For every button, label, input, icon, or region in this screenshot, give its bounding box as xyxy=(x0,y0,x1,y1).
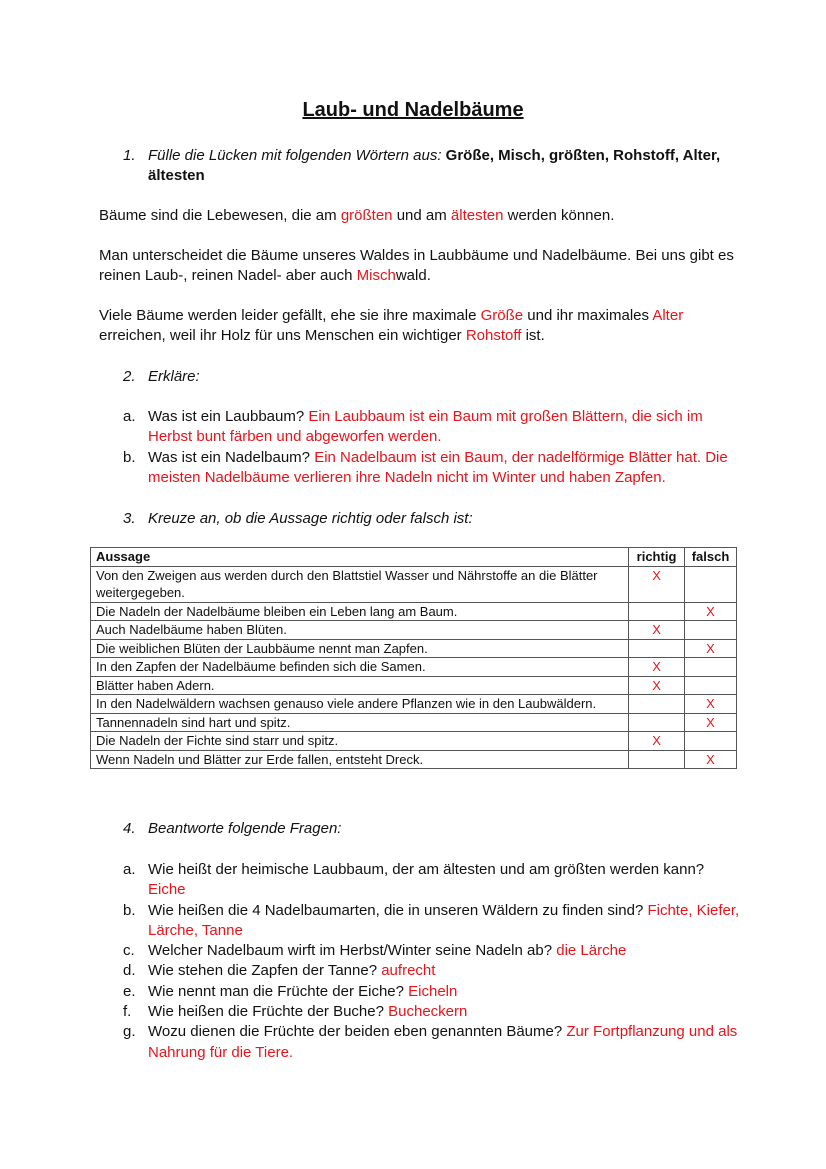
task-text: Erkläre: xyxy=(148,368,200,385)
question-text: Wozu dienen die Früchte der beiden eben genannten Bäume? xyxy=(148,1023,567,1041)
gap-answer: ältesten xyxy=(450,207,504,224)
statement-cell: Blätter haben Adern. xyxy=(91,676,629,695)
list-item xyxy=(123,1022,743,1063)
sentence-text: Man unterscheidet die Bäume unseres Waldes in Laubbäume und Nadelbäume. Bei uns gibt es reinen Laub-, reinen Nadel- aber auch xyxy=(99,247,734,284)
statement-cell: In den Zapfen der Nadelbäume befinden sich die Samen. xyxy=(91,658,629,677)
list-item xyxy=(123,1002,743,1022)
item-label: a. xyxy=(123,408,136,425)
statement-cell: Auch Nadelbäume haben Blüten. xyxy=(91,621,629,640)
question-text: Welcher Nadelbaum wirft im Herbst/Winter seine Nadeln ab? xyxy=(148,942,557,960)
column-header-wrong: falsch xyxy=(685,548,737,567)
table-row xyxy=(91,676,737,695)
task-1-instruction xyxy=(123,146,720,186)
statement-cell: Tannennadeln sind hart und spitz. xyxy=(91,713,629,732)
task-number: 3. xyxy=(123,510,136,527)
list-item xyxy=(123,448,743,489)
right-cell: X xyxy=(629,621,685,640)
gap-sentence-1 xyxy=(99,206,739,226)
sentence-text: werden können. xyxy=(503,207,615,224)
task-number: 4. xyxy=(123,820,136,837)
table-row xyxy=(91,732,737,751)
sentence-text: Viele Bäume werden leider gefällt, ehe sie ihre maximale xyxy=(99,307,481,324)
right-cell xyxy=(629,713,685,732)
answer-text: Eiche xyxy=(148,881,186,899)
sentence-text: ist. xyxy=(521,327,545,344)
wrong-cell xyxy=(685,676,737,695)
right-cell xyxy=(629,602,685,621)
list-item xyxy=(123,941,743,961)
question-text: Wie stehen die Zapfen der Tanne? xyxy=(148,962,382,980)
statement-cell: Wenn Nadeln und Blätter zur Erde fallen, entsteht Dreck. xyxy=(91,750,629,769)
item-label: g. xyxy=(123,1023,136,1041)
task-number: 2. xyxy=(123,368,136,385)
item-label: f. xyxy=(123,1003,132,1021)
right-cell xyxy=(629,750,685,769)
question-text: Wie heißen die Früchte der Buche? xyxy=(148,1003,389,1021)
table-row xyxy=(91,639,737,658)
answer-text: Fichte, Kiefer, Lärche, Tanne xyxy=(148,901,740,939)
right-cell: X xyxy=(629,658,685,677)
wrong-cell xyxy=(685,566,737,602)
answer-text: Ein Laubbaum ist ein Baum mit großen Blättern, die sich im Herbst bunt färben und abgeworfen werden. xyxy=(148,408,703,446)
right-cell xyxy=(629,695,685,714)
task-text: Kreuze an, ob die Aussage richtig oder falsch ist: xyxy=(148,510,473,527)
answer-text: aufrecht xyxy=(381,962,436,980)
wrong-cell xyxy=(685,621,737,640)
gap-answer: Alter xyxy=(652,307,684,324)
statement-cell: In den Nadelwäldern wachsen genauso viele andere Pflanzen wie in den Laubwäldern. xyxy=(91,695,629,714)
column-header-statement: Aussage xyxy=(91,548,629,567)
right-cell: X xyxy=(629,732,685,751)
item-label: b. xyxy=(123,448,136,466)
wrong-cell xyxy=(685,732,737,751)
wrong-cell: X xyxy=(685,750,737,769)
wrong-cell: X xyxy=(685,602,737,621)
task-text: Fülle die Lücken mit folgenden Wörtern aus: xyxy=(148,147,442,164)
table-row xyxy=(91,695,737,714)
answer-text: Bucheckern xyxy=(388,1003,468,1021)
answer-text: Eicheln xyxy=(408,982,458,1000)
question-text: Wie heißen die 4 Nadelbaumarten, die in unseren Wäldern zu finden sind? xyxy=(148,901,648,919)
answer-text: Ein Nadelbaum ist ein Baum, der nadelförmige Blätter hat. Die meisten Nadelbäume verlieren ihre Nadeln nicht im Winter und haben Zapfen. xyxy=(148,448,728,486)
answer-text: Zur Fortpflanzung und als Nahrung für die Tiere. xyxy=(148,1023,738,1061)
statement-cell: Die Nadeln der Nadelbäume bleiben ein Leben lang am Baum. xyxy=(91,602,629,621)
gap-answer: größten xyxy=(340,207,393,224)
column-header-right: richtig xyxy=(629,548,685,567)
gap-sentence-3 xyxy=(99,306,739,346)
table-header-row xyxy=(91,548,737,567)
sentence-text: und ihr maximales xyxy=(523,307,653,324)
question-text: Wie nennt man die Früchte der Eiche? xyxy=(148,982,409,1000)
task-text: Beantworte folgende Fragen: xyxy=(148,820,342,837)
word-bank-continued: ältesten xyxy=(148,167,205,184)
question-text: Was ist ein Laubbaum? xyxy=(148,408,309,425)
item-label: c. xyxy=(123,942,135,960)
item-label: b. xyxy=(123,901,136,919)
question-text: Was ist ein Nadelbaum? xyxy=(148,448,315,466)
sentence-text: und am xyxy=(392,207,451,224)
gap-answer: Misch xyxy=(356,267,396,284)
list-item xyxy=(123,961,743,981)
gap-answer: Rohstoff xyxy=(465,327,522,344)
right-cell: X xyxy=(629,566,685,602)
explain-list xyxy=(123,407,743,488)
table-row xyxy=(91,713,737,732)
sentence-text: wald. xyxy=(395,267,431,284)
table-row xyxy=(91,750,737,769)
item-label: d. xyxy=(123,962,136,980)
task-number: 1. xyxy=(123,147,136,164)
right-cell: X xyxy=(629,676,685,695)
gap-sentence-2 xyxy=(99,246,739,286)
list-item xyxy=(123,901,743,942)
true-false-table xyxy=(90,547,737,769)
table-row xyxy=(91,602,737,621)
wrong-cell: X xyxy=(685,713,737,732)
task-4-instruction xyxy=(123,819,341,839)
task-3-instruction xyxy=(123,509,473,529)
table-row xyxy=(91,621,737,640)
list-item xyxy=(123,860,743,901)
sentence-text: Bäume sind die Lebewesen, die am xyxy=(99,207,341,224)
statement-cell: Die weiblichen Blüten der Laubbäume nennt man Zapfen. xyxy=(91,639,629,658)
list-item xyxy=(123,407,743,448)
right-cell xyxy=(629,639,685,658)
gap-answer: Größe xyxy=(480,307,524,324)
question-text: Wie heißt der heimische Laubbaum, der am ältesten und am größten werden kann? xyxy=(148,861,705,878)
table-row xyxy=(91,566,737,602)
task-2-instruction xyxy=(123,367,200,387)
list-item xyxy=(123,982,743,1002)
statement-cell: Von den Zweigen aus werden durch den Blattstiel Wasser und Nährstoffe an die Blätter weitergegeben. xyxy=(91,566,629,602)
wrong-cell: X xyxy=(685,639,737,658)
item-label: e. xyxy=(123,982,136,1000)
answer-text: die Lärche xyxy=(556,942,627,960)
item-label: a. xyxy=(123,861,136,878)
questions-list xyxy=(123,860,743,1063)
wrong-cell xyxy=(685,658,737,677)
table-row xyxy=(91,658,737,677)
page-title: Laub- und Nadelbäume xyxy=(302,99,524,121)
sentence-text: erreichen, weil ihr Holz für uns Menschen ein wichtiger xyxy=(99,327,466,344)
word-bank: Größe, Misch, größten, Rohstoff, Alter, xyxy=(445,147,721,164)
statement-cell: Die Nadeln der Fichte sind starr und spitz. xyxy=(91,732,629,751)
wrong-cell: X xyxy=(685,695,737,714)
